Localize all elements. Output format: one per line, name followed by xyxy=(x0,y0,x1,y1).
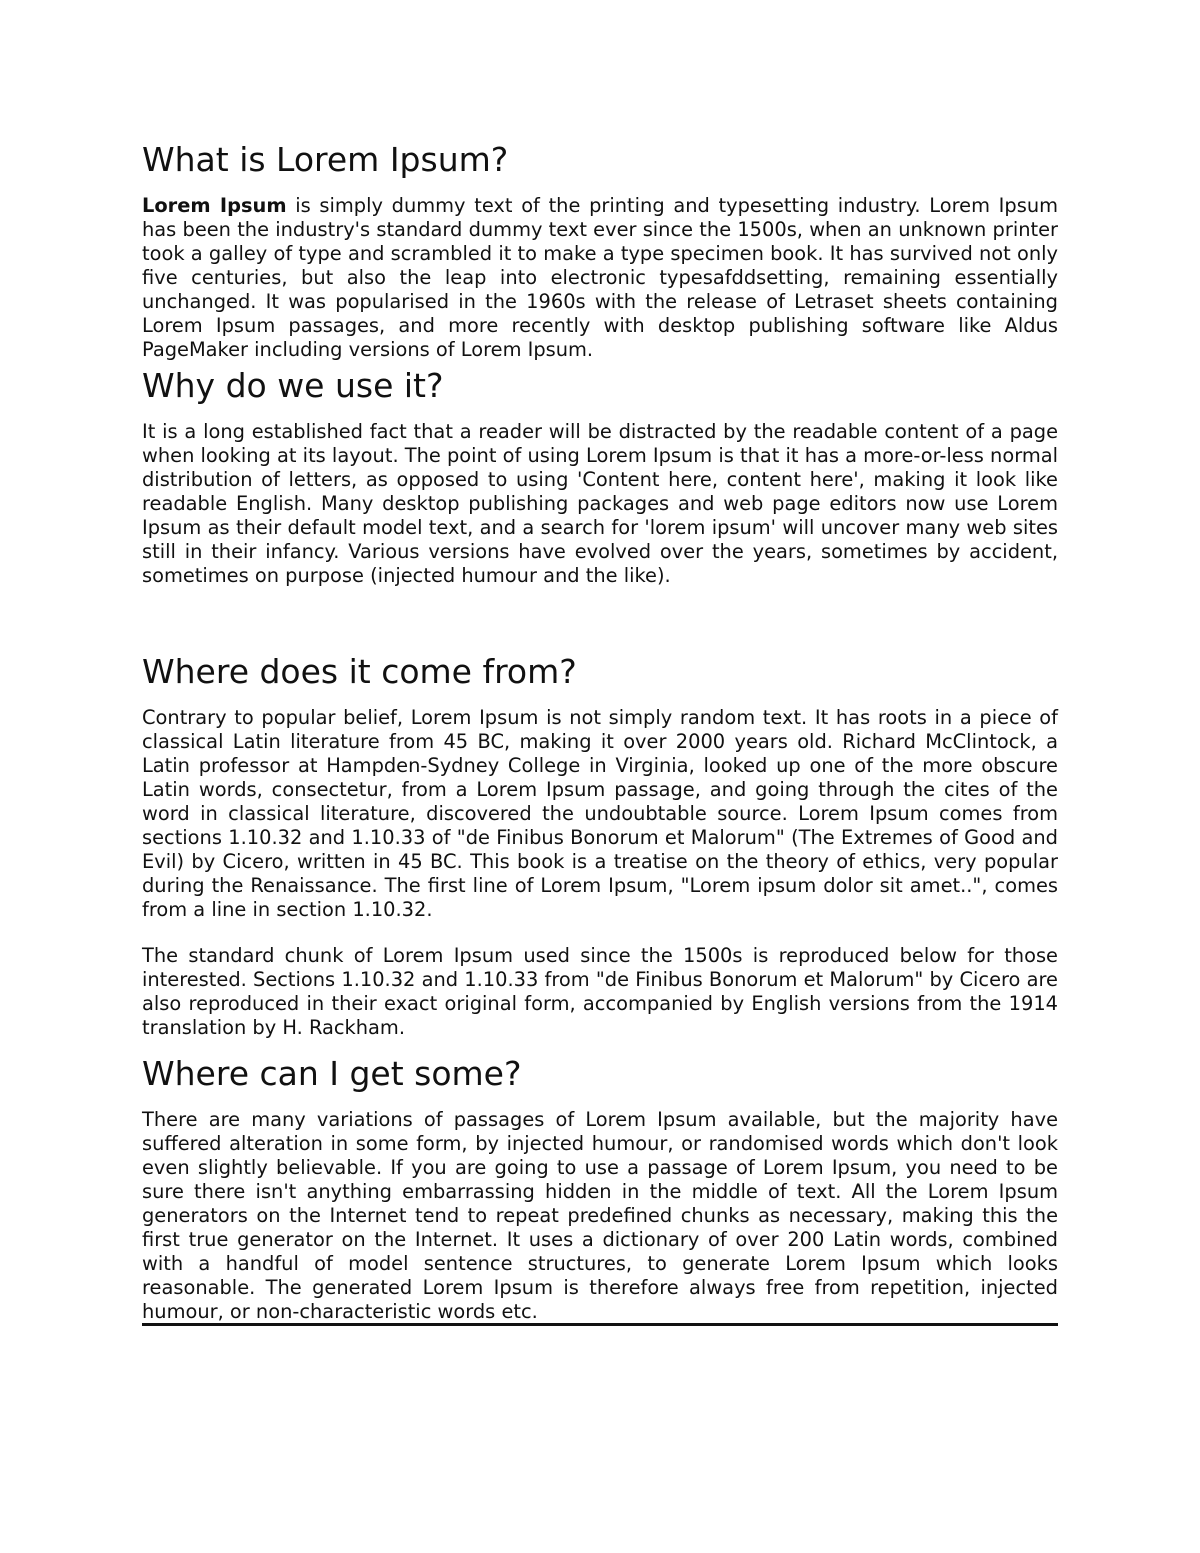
paragraph-where-can-i-get-some: There are many variations of passages of Lorem Ipsum available, but the majority have suffered alteration in some form, by injected humour, or randomised words which don't look even slightly believable. If you are going to use a passage of Lorem Ipsum, you need to be sure there isn't anything embarrassing hidden in the middle of text. All the Lorem Ipsum generators on the Internet tend to repeat predefined chunks as necessary, making this the first true generator on the Internet. It uses a dictionary of over 200 Latin words, combined with a handful of model sentence structures, to generate Lorem Ipsum which looks reasonable. The generated Lorem Ipsum is therefore always free from repetition, injected humour, or non-characteristic words etc. xyxy=(142,1108,1058,1323)
paragraph-where-standard-chunk: The standard chunk of Lorem Ipsum used since the 1500s is reproduced below for those interested. Sections 1.10.32 and 1.10.33 from "de Finibus Bonorum et Malorum" by Cicero are also reproduced in their exact original form, accompanied by English versions from the 1914 translation by H. Rackham. xyxy=(142,944,1058,1039)
heading-where-can-i-get-some: Where can I get some? xyxy=(142,1054,522,1093)
paragraph-where-origin: Contrary to popular belief, Lorem Ipsum is not simply random text. It has roots in a piece of classical Latin literature from 45 BC, making it over 2000 years old. Richard McClintock, a Latin professor at Hampden-Sydney College in Virginia, looked up one of the more obscure Latin words, consectetur, from a Lorem Ipsum passage, and going through the cites of the word in classical literature, discovered the undoubtable source. Lorem Ipsum comes from sections 1.10.32 and 1.10.33 of "de Finibus Bonorum et Malorum" (The Extremes of Good and Evil) by Cicero, written in 45 BC. This book is a treatise on the theory of ethics, very popular during the Renaissance. The first line of Lorem Ipsum, "Lorem ipsum dolor sit amet..", comes from a line in section 1.10.32. xyxy=(142,706,1058,921)
heading-why-do-we-use-it: Why do we use it? xyxy=(142,366,444,405)
paragraph-what-is-lorem-ipsum xyxy=(142,194,1058,362)
paragraph-why-do-we-use-it: It is a long established fact that a reader will be distracted by the readable content of a page when looking at its layout. The point of using Lorem Ipsum is that it has a more-or-less normal distribution of letters, as opposed to using 'Content here, content here', making it look like readable English. Many desktop publishing packages and web page editors now use Lorem Ipsum as their default model text, and a search for 'lorem ipsum' will uncover many web sites still in their infancy. Various versions have evolved over the years, sometimes by accident, sometimes on purpose (injected humour and the like). xyxy=(142,420,1058,587)
bold-lead-term: Lorem Ipsum xyxy=(142,194,287,217)
paragraph-text: is simply dummy text of the printing and typesetting industry. Lorem Ipsum has been the industry's standard dummy text ever since the 1500s, when an unknown printer took a galley of type and scrambled it to make a type specimen book. It has survived not only five centuries, but also the leap into electronic typesafddsetting, remaining essentially unchanged. It was popularised in the 1960s with the release of Letraset sheets containing Lorem Ipsum passages, and more recently with desktop publishing software like Aldus PageMaker including versions of Lorem Ipsum. xyxy=(142,194,1058,361)
heading-where-does-it-come-from: Where does it come from? xyxy=(142,652,577,691)
document-page xyxy=(142,138,1058,1326)
heading-what-is-lorem-ipsum: What is Lorem Ipsum? xyxy=(142,140,509,179)
